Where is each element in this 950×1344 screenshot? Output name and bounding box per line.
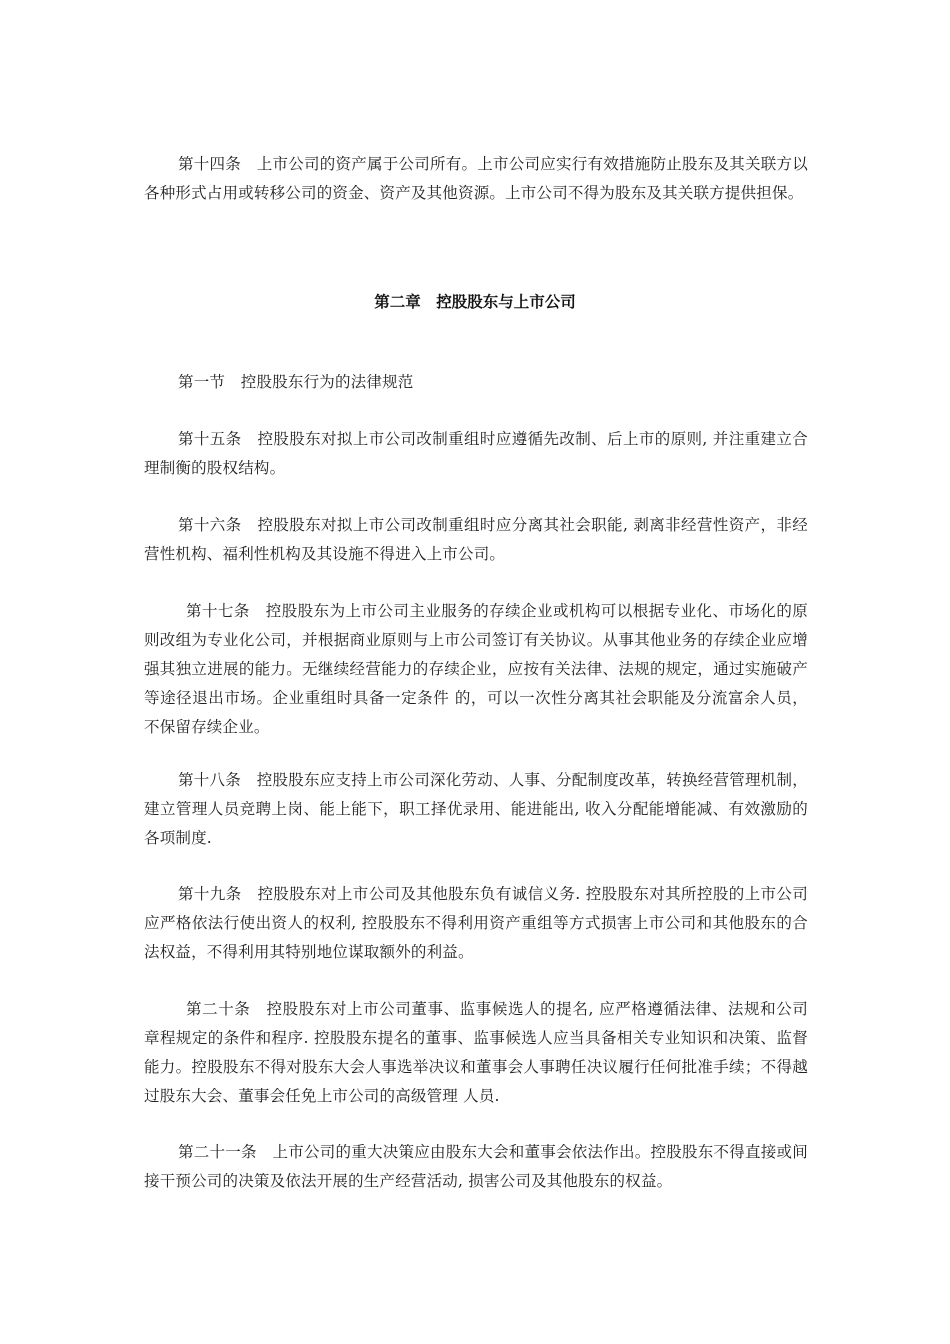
section-1-heading: 第一节 控股股东行为的法律规范 <box>178 373 414 391</box>
article-17-paragraph: 第十七条 控股股东为上市公司主业服务的存续企业或机构可以根据专业化、市场化的原则改组为专业化公司，并根据商业原则与上市公司签订有关协议。从事其他业务的存续企业应增强其独立进展的能力。无继续经营能力的存续企业，应按有关法律、法规的规定，通过实施破产等途径退出市场。企业重组时具备一定条件 的，可以一次性分离其社会职能及分流富余人员，不保留存续企业。 <box>144 602 808 736</box>
article-21-paragraph: 第二十一条 上市公司的重大决策应由股东大会和董事会依法作出。控股股东不得直接或间接干预公司的决策及依法开展的生产经营活动, 损害公司及其他股东的权益。 <box>144 1143 808 1190</box>
article-19-paragraph: 第十九条 控股股东对上市公司及其他股东负有诚信义务. 控股股东对其所控股的上市公司应严格依法行使出资人的权利, 控股股东不得利用资产重组等方式损害上市公司和其他股东的合法权益，不得利用其特别地位谋取额外的利益。 <box>144 885 808 961</box>
article-14-paragraph: 第十四条 上市公司的资产属于公司所有。上市公司应实行有效措施防止股东及其关联方以各种形式占用或转移公司的资金、资产及其他资源。上市公司不得为股东及其关联方提供担保。 <box>144 155 808 202</box>
article-16-paragraph: 第十六条 控股股东对拟上市公司改制重组时应分离其社会职能, 剥离非经营性资产，非经营性机构、福利性机构及其设施不得进入上市公司。 <box>144 516 808 563</box>
article-18-paragraph: 第十八条 控股股东应支持上市公司深化劳动、人事、分配制度改革，转换经营管理机制，建立管理人员竞聘上岗、能上能下，职工择优录用、能进能出, 收入分配能增能减、有效激励的各项制度. <box>144 771 808 847</box>
chapter-2-heading: 第二章 控股股东与上市公司 <box>374 293 576 311</box>
article-15-paragraph: 第十五条 控股股东对拟上市公司改制重组时应遵循先改制、后上市的原则, 并注重建立合理制衡的股权结构。 <box>144 430 808 477</box>
article-20-paragraph: 第二十条 控股股东对上市公司董事、监事候选人的提名, 应严格遵循法律、法规和公司章程规定的条件和程序. 控股股东提名的董事、监事候选人应当具备相关专业知识和决策、监督能力。控股股东不得对股东大会人事选举决议和董事会人事聘任决议履行任何批准手续；不得越过股东大会、董事会任免上市公司的高级管理 人员. <box>144 1000 808 1105</box>
